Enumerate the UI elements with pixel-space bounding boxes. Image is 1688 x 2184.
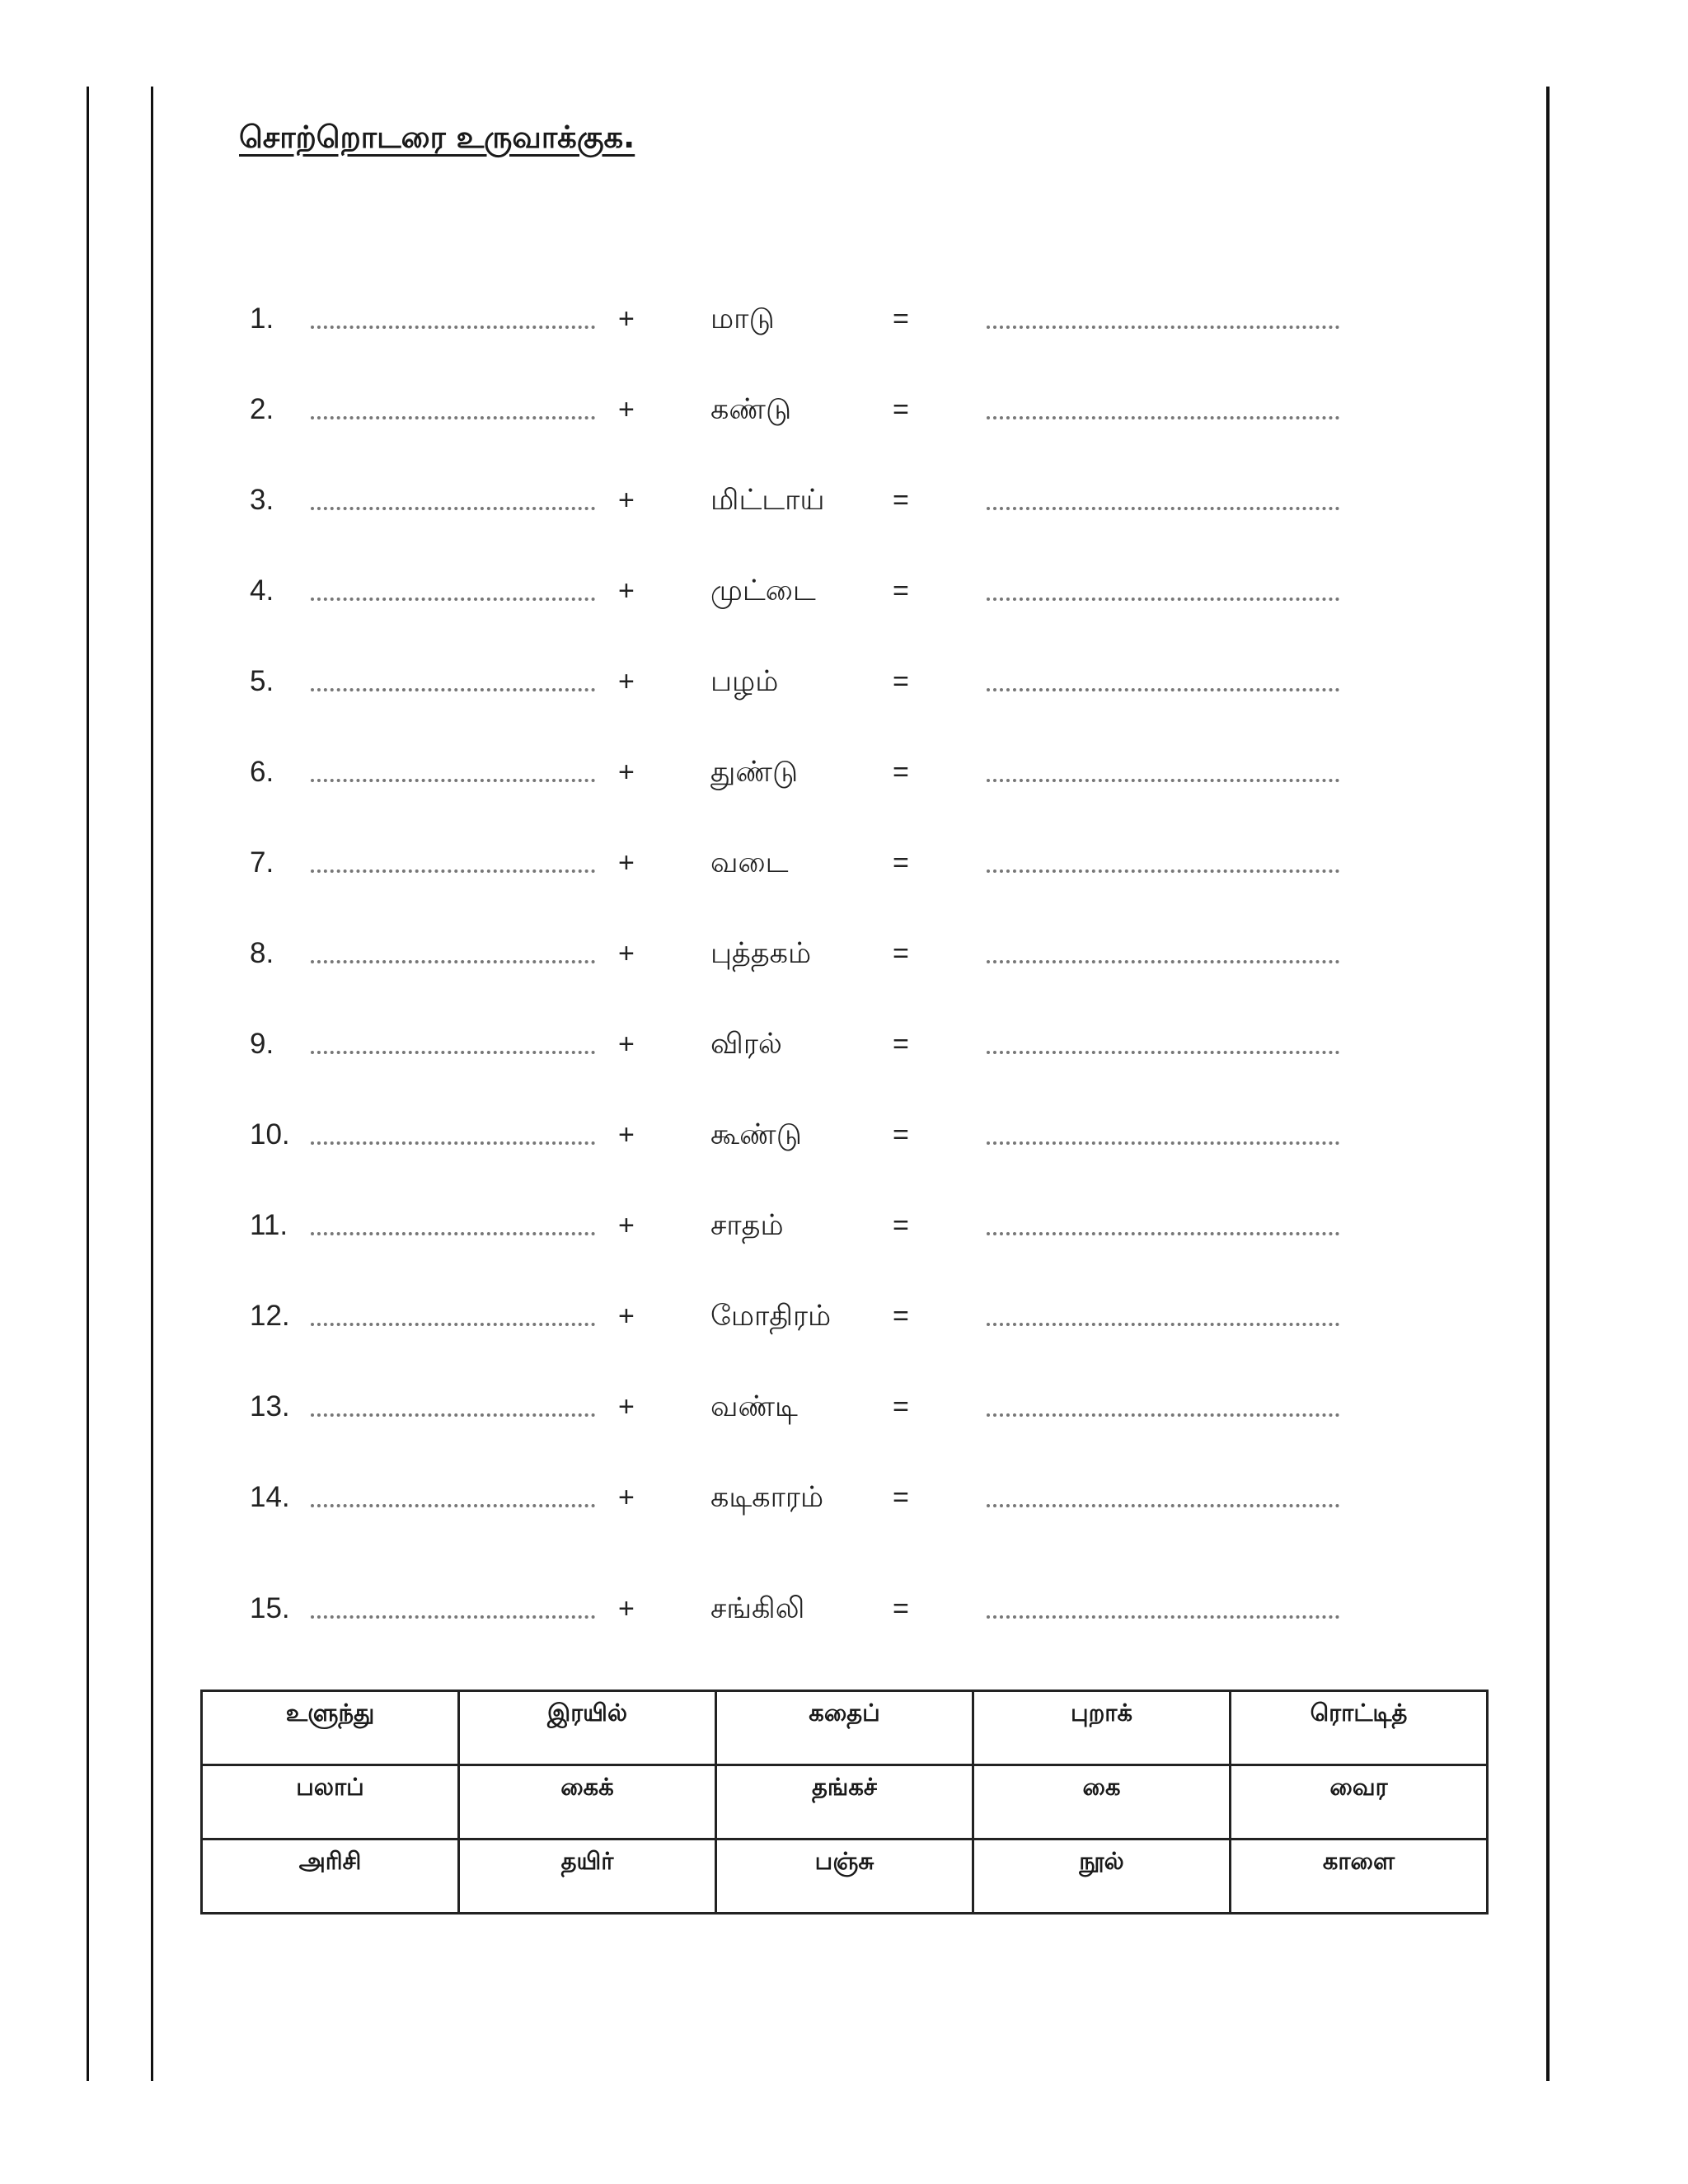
plus-sign: + [618,1593,635,1624]
plus-sign: + [618,1301,635,1332]
answer-blank[interactable] [987,960,1339,963]
word-bank-table [200,1690,1489,1915]
answer-blank[interactable] [987,1232,1339,1235]
plus-sign: + [618,847,635,879]
given-word: வண்டி [710,1390,798,1423]
first-word-blank[interactable] [311,688,595,691]
exercise-row [0,838,1688,888]
answer-blank[interactable] [987,507,1339,510]
exercise-row [0,294,1688,344]
first-word-blank[interactable] [311,1141,595,1145]
word-bank-cell: கதைப் [716,1691,973,1765]
exercise-row [0,929,1688,978]
given-word: மிட்டாய் [710,484,825,517]
exercise-row [0,385,1688,434]
plus-sign: + [618,938,635,969]
first-word-blank[interactable] [311,1504,595,1507]
exercise-number: 7. [250,846,274,879]
exercise-number: 12. [250,1300,290,1332]
equals-sign: = [893,1593,909,1624]
exercise-number: 6. [250,756,274,788]
plus-sign: + [618,1029,635,1060]
equals-sign: = [893,1119,909,1151]
word-bank-cell: வைர [1231,1765,1488,1840]
given-word: முட்டை [710,574,816,607]
first-word-blank[interactable] [311,1232,595,1235]
answer-blank[interactable] [987,779,1339,782]
exercise-row [0,1201,1688,1250]
answer-blank[interactable] [987,1141,1339,1145]
given-word: பழம் [710,665,779,698]
exercise-number: 11. [250,1209,288,1241]
exercise-row [0,566,1688,616]
given-word: கடிகாரம் [710,1481,824,1514]
word-bank-cell: உளுந்து [202,1691,459,1765]
exercise-number: 4. [250,574,274,607]
word-bank-cell: இரயில் [459,1691,716,1765]
given-word: வடை [710,846,789,879]
word-bank-cell: தயிர் [459,1840,716,1914]
word-bank-cell: ரொட்டித் [1231,1691,1488,1765]
equals-sign: = [893,938,909,969]
equals-sign: = [893,1210,909,1241]
exercise-number: 13. [250,1390,290,1422]
answer-blank[interactable] [987,1413,1339,1417]
plus-sign: + [618,303,635,335]
equals-sign: = [893,1301,909,1332]
given-word: மாடு [710,302,775,335]
worksheet-title: சொற்றொடரை உருவாக்குக. [239,120,635,155]
first-word-blank[interactable] [311,1051,595,1054]
exercise-number: 1. [250,302,274,335]
equals-sign: = [893,1391,909,1422]
plus-sign: + [618,394,635,425]
equals-sign: = [893,757,909,788]
given-word: கூண்டு [710,1118,802,1151]
word-bank-cell: தங்கச் [716,1765,973,1840]
exercise-row [0,657,1688,706]
given-word: மோதிரம் [710,1300,832,1333]
word-bank-cell: அரிசி [202,1840,459,1914]
first-word-blank[interactable] [311,416,595,419]
exercise-row [0,1110,1688,1160]
word-bank-cell: புறாக் [973,1691,1231,1765]
exercise-row [0,748,1688,797]
plus-sign: + [618,1391,635,1422]
answer-blank[interactable] [987,869,1339,873]
word-bank-cell: பலாப் [202,1765,459,1840]
exercise-row [0,1291,1688,1341]
given-word: சங்கிலி [710,1592,805,1625]
equals-sign: = [893,1482,909,1513]
first-word-blank[interactable] [311,598,595,601]
first-word-blank[interactable] [311,1323,595,1326]
equals-sign: = [893,1029,909,1060]
first-word-blank[interactable] [311,1615,595,1619]
exercise-row [0,1019,1688,1069]
equals-sign: = [893,303,909,335]
first-word-blank[interactable] [311,960,595,963]
first-word-blank[interactable] [311,779,595,782]
exercise-number: 3. [250,484,274,516]
word-bank-row [202,1691,1488,1765]
answer-blank[interactable] [987,1504,1339,1507]
first-word-blank[interactable] [311,1413,595,1417]
equals-sign: = [893,847,909,879]
word-bank-cell: நூல் [973,1840,1231,1914]
word-bank-cell: பஞ்சு [716,1840,973,1914]
equals-sign: = [893,485,909,516]
exercise-row [0,1473,1688,1522]
exercise-number: 9. [250,1028,274,1060]
given-word: கண்டு [710,393,792,426]
exercise-number: 14. [250,1481,290,1513]
exercise-row [0,1584,1688,1633]
plus-sign: + [618,485,635,516]
exercise-number: 2. [250,393,274,425]
plus-sign: + [618,757,635,788]
first-word-blank[interactable] [311,326,595,329]
answer-blank[interactable] [987,1051,1339,1054]
word-bank-cell: காளை [1231,1840,1488,1914]
equals-sign: = [893,394,909,425]
given-word: புத்தகம் [710,937,812,970]
exercise-row [0,1382,1688,1432]
answer-blank[interactable] [987,416,1339,419]
exercise-row [0,476,1688,525]
word-bank-row [202,1765,1488,1840]
first-word-blank[interactable] [311,507,595,510]
plus-sign: + [618,575,635,607]
plus-sign: + [618,1210,635,1241]
equals-sign: = [893,666,909,697]
exercise-number: 5. [250,665,274,697]
first-word-blank[interactable] [311,869,595,873]
answer-blank[interactable] [987,598,1339,601]
plus-sign: + [618,666,635,697]
equals-sign: = [893,575,909,607]
plus-sign: + [618,1119,635,1151]
word-bank-row [202,1840,1488,1914]
plus-sign: + [618,1482,635,1513]
exercise-number: 8. [250,937,274,969]
answer-blank[interactable] [987,1323,1339,1326]
given-word: துண்டு [710,756,799,789]
exercise-number: 10. [250,1118,290,1151]
answer-blank[interactable] [987,688,1339,691]
answer-blank[interactable] [987,326,1339,329]
answer-blank[interactable] [987,1615,1339,1619]
word-bank-cell: கைக் [459,1765,716,1840]
exercise-number: 15. [250,1592,290,1624]
given-word: விரல் [710,1028,782,1061]
word-bank-cell: கை [973,1765,1231,1840]
given-word: சாதம் [710,1209,784,1242]
